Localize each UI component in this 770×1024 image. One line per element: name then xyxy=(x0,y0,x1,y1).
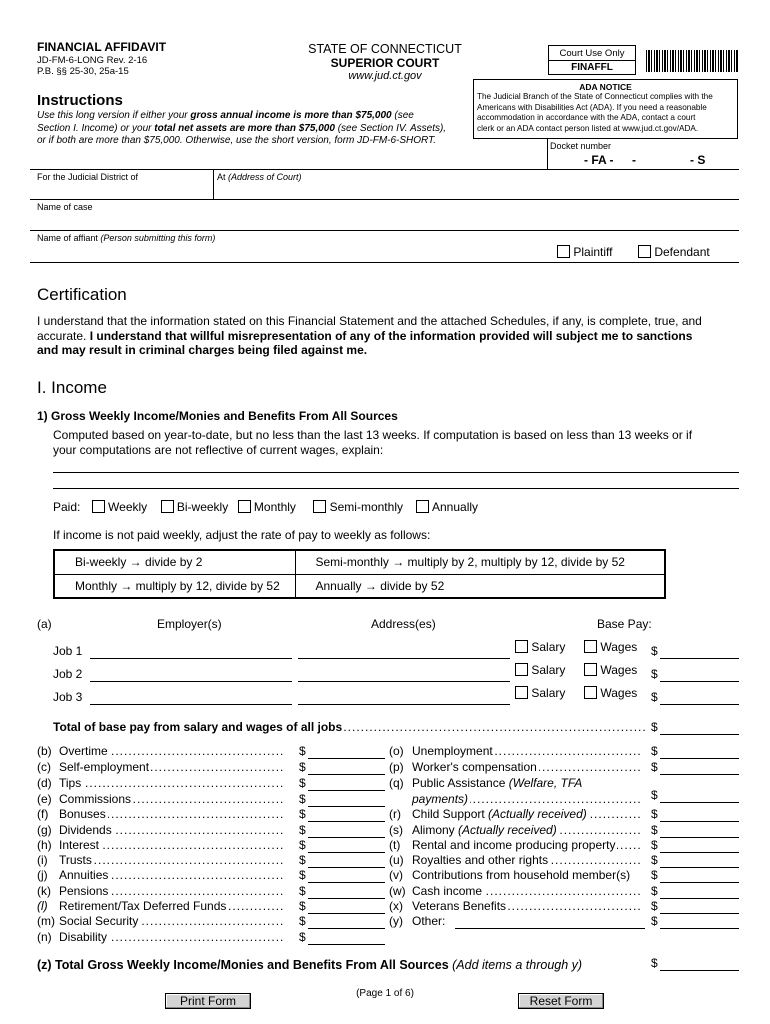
job-1-employer-input[interactable] xyxy=(90,658,292,659)
paid-biweekly-label: Bi-weekly xyxy=(176,500,229,514)
right-item-dollar: $ xyxy=(651,899,658,913)
item-y-key: (y) xyxy=(389,914,403,928)
job-1-address-input[interactable] xyxy=(298,658,510,659)
docket-s[interactable]: - S xyxy=(690,153,706,167)
paid-semimonthly-label: Semi-monthly xyxy=(329,500,403,514)
conv-cell: Monthly → multiply by 12, divide by 52 xyxy=(54,574,295,598)
left-item-input[interactable] xyxy=(308,882,385,883)
ada-text-4: clerk or an ADA contact person listed at www.jud.ct.gov/ADA. xyxy=(477,123,699,133)
instr-2b: total net assets are more than $75,000 xyxy=(154,122,335,134)
left-item-key: (m) xyxy=(37,914,55,928)
ada-notice-box xyxy=(473,79,738,139)
affiant-label: Name of affiant (Person submitting this form) xyxy=(37,233,216,243)
left-item-input[interactable] xyxy=(308,867,385,868)
instr-1c: (see xyxy=(391,110,414,121)
item-t-label: Rental and income producing property xyxy=(412,838,616,852)
right-item-dollar: $ xyxy=(651,853,658,867)
left-item-key: (c) xyxy=(37,760,51,774)
total-base-dollar: $ xyxy=(651,720,658,734)
left-item-input[interactable] xyxy=(308,774,385,775)
job-3-salary-checkbox[interactable] xyxy=(515,686,528,699)
left-item-label: Pensions xyxy=(59,884,109,898)
right-item-dollar: $ xyxy=(651,914,658,928)
instr-1b: gross annual income is more than $75,000 xyxy=(190,110,392,121)
left-item-dollar: $ xyxy=(299,930,306,944)
job-1-dollar: $ xyxy=(651,644,658,658)
item-v-key: (v) xyxy=(389,868,403,882)
instr-1a: Use this long version if either your xyxy=(37,110,191,121)
cert-line-2b: I understand that willful misrepresentation of any of the information provided will subject me to sanctions xyxy=(89,328,693,343)
conv-cell: Bi-weekly → divide by 2 xyxy=(54,550,295,574)
barcode-icon xyxy=(646,50,738,72)
job-1-wages-checkbox[interactable] xyxy=(584,640,597,653)
docket-divider xyxy=(547,139,548,169)
conversion-table xyxy=(53,549,666,599)
left-item-key: (f) xyxy=(37,807,49,821)
grid-divider xyxy=(213,169,214,199)
left-item-label: Overtime xyxy=(59,744,108,758)
item-r-label: Child Support (Actually received) xyxy=(412,807,587,821)
left-item-dollar: $ xyxy=(299,838,306,852)
job-2-salary[interactable] xyxy=(515,663,565,677)
item-q-label-2: payments) xyxy=(412,792,469,806)
reset-form-button[interactable]: Reset Form xyxy=(518,993,604,1009)
dot-leader xyxy=(300,720,645,734)
explain-line-1[interactable] xyxy=(53,472,739,473)
paid-weekly-checkbox[interactable] xyxy=(92,500,105,513)
left-item-input[interactable] xyxy=(308,928,385,929)
left-item-dollar: $ xyxy=(299,899,306,913)
total-z-dollar: $ xyxy=(651,956,658,970)
left-item-label: Disability xyxy=(59,930,108,944)
form-title: FINANCIAL AFFIDAVIT xyxy=(37,40,167,54)
left-item-dollar: $ xyxy=(299,884,306,898)
left-item-input[interactable] xyxy=(308,821,385,822)
docket-label: Docket number xyxy=(550,141,612,151)
right-item-dollar: $ xyxy=(651,823,658,837)
paid-monthly-checkbox[interactable] xyxy=(238,500,251,513)
ada-title: ADA NOTICE xyxy=(579,82,632,92)
left-item-label: Self-employment xyxy=(59,760,150,774)
paid-label: Paid: xyxy=(53,500,81,514)
job-3-label: Job 3 xyxy=(53,690,83,704)
left-item-key: (h) xyxy=(37,838,52,852)
col-employer: Employer(s) xyxy=(157,617,222,631)
job-3-employer-input[interactable] xyxy=(90,704,292,705)
left-item-dollar: $ xyxy=(299,776,306,790)
address-label: At (Address of Court) xyxy=(217,172,302,182)
total-z-input[interactable] xyxy=(660,970,739,971)
court-use-value: FINAFFL xyxy=(571,62,613,73)
job-2-dollar: $ xyxy=(651,667,658,681)
right-item-dollar: $ xyxy=(651,760,658,774)
left-item-label: Retirement/Tax Deferred Funds xyxy=(59,899,227,913)
instructions-text xyxy=(37,110,446,148)
item-s-key: (s) xyxy=(389,823,403,837)
income-heading: I. Income xyxy=(37,378,107,397)
statutes: P.B. §§ 25-30, 25a-15 xyxy=(37,66,129,77)
plaintiff-checkbox[interactable] xyxy=(557,245,570,258)
item-q-key: (q) xyxy=(389,776,404,790)
paid-semimonthly-checkbox[interactable] xyxy=(313,500,326,513)
income-sub1: 1) Gross Weekly Income/Monies and Benefits From All Sources xyxy=(37,409,398,423)
job-3-dollar: $ xyxy=(651,690,658,704)
left-item-input[interactable] xyxy=(308,806,385,807)
left-item-label: Interest xyxy=(59,838,100,852)
item-w-label: Cash income xyxy=(412,884,483,898)
total-base-input[interactable] xyxy=(660,734,739,735)
col-a: (a) xyxy=(37,617,52,631)
ada-text-1: The Judicial Branch of the State of Connecticut complies with the xyxy=(477,92,713,101)
left-item-key: (b) xyxy=(37,744,52,758)
job-2-pay-input[interactable] xyxy=(660,681,739,682)
left-item-label: Bonuses xyxy=(59,807,106,821)
salary-label: Salary xyxy=(531,663,566,677)
left-item-dollar: $ xyxy=(299,744,306,758)
left-item-key: (d) xyxy=(37,776,52,790)
item-p-label: Worker's compensation xyxy=(412,760,537,774)
left-item-label: Dividends xyxy=(59,823,112,837)
wages-label: Wages xyxy=(600,640,638,654)
right-item-dollar: $ xyxy=(651,807,658,821)
left-item-dollar: $ xyxy=(299,823,306,837)
left-item-key: (n) xyxy=(37,930,52,944)
right-item-dollar: $ xyxy=(651,744,658,758)
right-item-input[interactable] xyxy=(660,898,739,899)
defendant-label: Defendant xyxy=(654,245,710,259)
right-item-input[interactable] xyxy=(660,758,739,759)
computed-1: Computed based on year-to-date, but no less than the last 13 weeks. If computation is based on less than 13 weeks or if xyxy=(53,428,693,442)
certification-text xyxy=(37,314,702,358)
instr-2c: (see Section IV. Assets), xyxy=(334,122,447,134)
left-item-dollar: $ xyxy=(299,868,306,882)
total-z-label: (z) Total Gross Weekly Income/Monies and Benefits From All Sources (Add items a through y) xyxy=(37,958,583,972)
grid-line-2 xyxy=(30,199,739,200)
paid-biweekly-checkbox[interactable] xyxy=(161,500,174,513)
left-item-label: Tips xyxy=(59,776,82,790)
defendant-checkbox[interactable] xyxy=(638,245,651,258)
left-item-input[interactable] xyxy=(308,898,385,899)
item-t-key: (t) xyxy=(389,838,401,852)
paid-annually-checkbox[interactable] xyxy=(416,500,429,513)
left-item-key: (e) xyxy=(37,792,52,806)
defendant-option[interactable] xyxy=(638,245,710,259)
left-item-dollar: $ xyxy=(299,760,306,774)
paid-row xyxy=(53,500,478,514)
court-use-label: Court Use Only xyxy=(549,46,635,61)
item-y-label: Other: xyxy=(412,914,446,928)
right-item-input[interactable] xyxy=(660,882,739,883)
right-item-input[interactable] xyxy=(660,852,739,853)
job-1-pay-input[interactable] xyxy=(660,658,739,659)
job-1-wages[interactable] xyxy=(584,640,637,654)
form-id: JD-FM-6-LONG Rev. 2-16 xyxy=(37,55,148,66)
docket-fa[interactable]: - FA - xyxy=(584,153,614,167)
left-item-dollar: $ xyxy=(299,853,306,867)
cert-line-1: I understand that the information stated on this Financial Statement and the attached Schedules, if any, is complete, true, and xyxy=(37,314,702,328)
cert-line-2a: accurate. xyxy=(37,328,90,343)
conv-cell: Annually → divide by 52 xyxy=(295,574,665,598)
right-item-input[interactable] xyxy=(660,928,739,929)
right-item-input[interactable] xyxy=(660,837,739,838)
right-item-dollar: $ xyxy=(651,868,658,882)
grid-top-line xyxy=(30,169,739,170)
job-2-salary-checkbox[interactable] xyxy=(515,663,528,676)
left-item-key: (k) xyxy=(37,884,51,898)
ada-text-3: accommodation in accordance with the ADA, contact a court xyxy=(477,113,696,122)
state-name: STATE OF CONNECTICUT xyxy=(308,42,462,56)
job-3-address-input[interactable] xyxy=(298,704,510,705)
wages-label: Wages xyxy=(600,663,638,677)
item-w-key: (w) xyxy=(389,884,406,898)
left-item-label: Annuities xyxy=(59,868,109,882)
instr-3: or if both are more than $75,000. Otherwise, use the short version, form JD-FM-6-SHORT. xyxy=(37,135,437,146)
left-item-key: (i) xyxy=(37,853,48,867)
plaintiff-option[interactable] xyxy=(557,245,612,259)
salary-label: Salary xyxy=(531,686,566,700)
court-use-box xyxy=(548,45,636,75)
job-1-label: Job 1 xyxy=(53,644,83,658)
grid-line-4 xyxy=(30,262,739,263)
left-item-key: (j) xyxy=(37,868,48,882)
paid-annually-label: Annually xyxy=(432,500,479,514)
left-item-key: (l) xyxy=(37,899,48,913)
job-3-wages[interactable] xyxy=(584,686,637,700)
job-1-salary[interactable] xyxy=(515,640,565,654)
right-item-dollar: $ xyxy=(651,838,658,852)
district-label: For the Judicial District of xyxy=(37,172,139,182)
right-item-input[interactable] xyxy=(660,867,739,868)
item-v-label: Contributions from household member(s) xyxy=(412,868,631,882)
wages-label: Wages xyxy=(600,686,638,700)
right-item-dollar: $ xyxy=(651,788,658,802)
print-form-button[interactable]: Print Form xyxy=(165,993,251,1009)
job-2-wages-checkbox[interactable] xyxy=(584,663,597,676)
left-item-label: Commissions xyxy=(59,792,132,806)
left-item-dollar: $ xyxy=(299,807,306,821)
left-item-input[interactable] xyxy=(308,913,385,914)
total-base-label: Total of base pay from salary and wages of all jobs xyxy=(53,720,343,734)
instr-2a: Section I. Income) or your xyxy=(37,122,155,134)
paid-monthly-label: Monthly xyxy=(253,500,296,514)
right-item-input[interactable] xyxy=(660,774,739,775)
job-3-salary[interactable] xyxy=(515,686,565,700)
job-1-salary-checkbox[interactable] xyxy=(515,640,528,653)
left-item-input[interactable] xyxy=(308,758,385,759)
cert-line-3: and may result in criminal charges being filed against me. xyxy=(37,343,368,357)
col-address: Address(es) xyxy=(371,617,436,631)
item-u-label: Royalties and other rights xyxy=(412,853,549,867)
item-y-other-input[interactable] xyxy=(455,928,645,929)
item-o-key: (o) xyxy=(389,744,404,758)
col-basepay: Base Pay: xyxy=(597,617,652,631)
explain-line-2[interactable] xyxy=(53,488,739,489)
job-2-employer-input[interactable] xyxy=(90,681,292,682)
court-name: SUPERIOR COURT xyxy=(330,56,440,70)
paid-weekly-label: Weekly xyxy=(108,500,148,514)
item-p-key: (p) xyxy=(389,760,404,774)
item-q-label: Public Assistance (Welfare, TFA xyxy=(412,776,583,790)
left-item-label: Social Security xyxy=(59,914,139,928)
item-r-key: (r) xyxy=(389,807,401,821)
right-item-dollar: $ xyxy=(651,884,658,898)
job-2-label: Job 2 xyxy=(53,667,83,681)
item-x-key: (x) xyxy=(389,899,403,913)
docket-dash[interactable]: - xyxy=(632,153,636,167)
plaintiff-label: Plaintiff xyxy=(573,245,613,259)
computed-text xyxy=(53,428,692,457)
website: www.jud.ct.gov xyxy=(348,70,422,82)
left-item-dollar: $ xyxy=(299,792,306,806)
left-item-input[interactable] xyxy=(308,790,385,791)
conv-cell: Semi-monthly → multiply by 2, multiply by 12, divide by 52 xyxy=(295,550,665,574)
certification-heading: Certification xyxy=(37,285,127,304)
job-3-wages-checkbox[interactable] xyxy=(584,686,597,699)
left-item-input[interactable] xyxy=(308,837,385,838)
right-item-input[interactable] xyxy=(660,913,739,914)
item-o-label: Unemployment xyxy=(412,744,493,758)
left-item-input[interactable] xyxy=(308,852,385,853)
job-2-wages[interactable] xyxy=(584,663,637,677)
salary-label: Salary xyxy=(531,640,566,654)
item-u-key: (u) xyxy=(389,853,404,867)
dot-leader xyxy=(59,776,285,790)
item-s-label: Alimony (Actually received) xyxy=(412,823,557,837)
page-number: (Page 1 of 6) xyxy=(356,988,414,999)
adjust-note: If income is not paid weekly, adjust the rate of pay to weekly as follows: xyxy=(53,528,431,542)
right-item-input[interactable] xyxy=(660,802,739,803)
left-item-key: (g) xyxy=(37,823,52,837)
right-item-input[interactable] xyxy=(660,821,739,822)
job-2-address-input[interactable] xyxy=(298,681,510,682)
grid-line-3 xyxy=(30,230,739,231)
item-x-label: Veterans Benefits xyxy=(412,899,507,913)
left-item-dollar: $ xyxy=(299,914,306,928)
computed-2: your computations are not reflective of current wages, explain: xyxy=(53,442,384,457)
case-label: Name of case xyxy=(37,202,93,212)
ada-text-2: Americans with Disabilities Act (ADA). If you need a reasonable xyxy=(477,102,707,112)
left-item-input[interactable] xyxy=(308,944,385,945)
instructions-heading: Instructions xyxy=(37,92,123,109)
left-item-label: Trusts xyxy=(59,853,92,867)
job-3-pay-input[interactable] xyxy=(660,704,739,705)
